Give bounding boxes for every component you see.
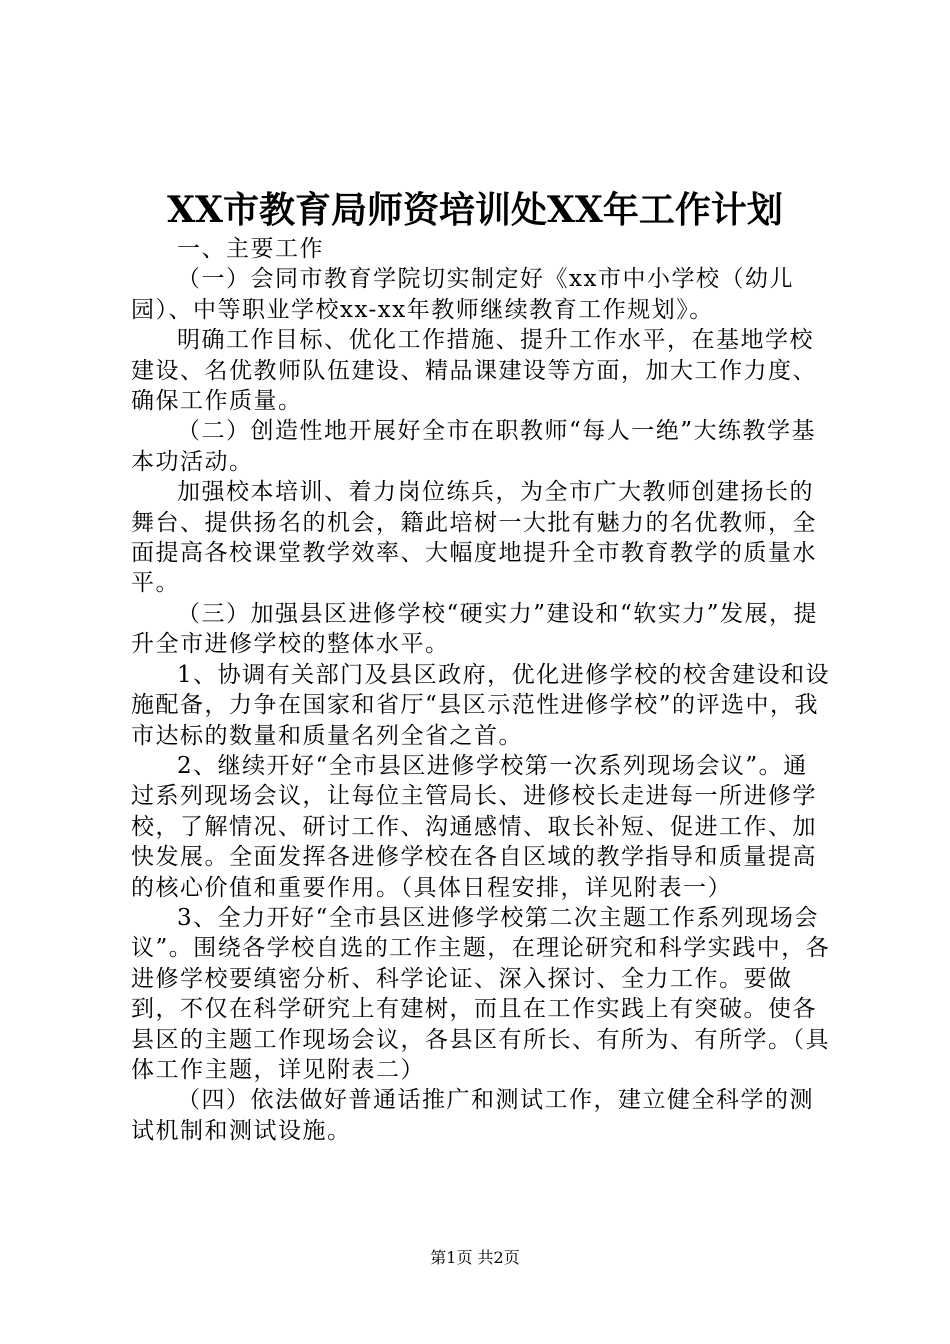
document-title: XX市教育局师资培训处XX年工作计划: [167, 189, 783, 231]
paragraph: （二）创造性地开展好全市在职教师“每人一绝”大练教学基本功活动。: [131, 418, 817, 475]
paragraph: 加强校本培训、着力岗位练兵，为全市广大教师创建扬长的舞台、提供扬名的机会，籍此培树一大批有魅力的名优教师，全面提高各校课堂教学效率、大幅度地提升全市教育教学的质量水平。: [131, 479, 817, 597]
section-heading: 一、主要工作: [177, 236, 324, 262]
paragraph: （一）会同市教育学院切实制定好《xx市中小学校（幼儿园）、中等职业学校xx-xx年教师继续教育工作规划》。: [131, 266, 794, 323]
paragraph: 2、继续开好“全市县区进修学校第一次系列现场会议”。通过系列现场会议，让每位主管局长、进修校长走进每一所进修学校，了解情况、研讨工作、沟通感情、取长补短、促进工作、加快发展。全面发挥各进修学校在各自区域的教学指导和质量提高的核心价值和重要作用。（具体日程安排，详见附表一）: [131, 752, 817, 901]
paragraph: （四）依法做好普通话推广和测试工作，建立健全科学的测试机制和测试设施。: [131, 1087, 814, 1144]
paragraph: 3、全力开好“全市县区进修学校第二次主题工作系列现场会议”。围绕各学校自选的工作主题，在理论研究和科学实践中，各进修学校要缜密分析、科学论证、深入探讨、全力工作。要做到，不仅在科学研究上有建树，而且在工作实践上有突破。使各县区的主题工作现场会议，各县区有所长、有所为、有所学。（具体工作主题，详见附表二）: [131, 904, 831, 1083]
page-footer: 第1页 共2页: [430, 1248, 520, 1267]
document-body: [131, 234, 831, 1146]
paragraph: 1、协调有关部门及县区政府，优化进修学校的校舍建设和设施配备，力争在国家和省厅“县区示范性进修学校”的评选中，我市达标的数量和质量名列全省之首。: [131, 661, 831, 749]
paragraph: （三）加强县区进修学校“硬实力”建设和“软实力”发展，提升全市进修学校的整体水平。: [131, 600, 819, 658]
paragraph: 明确工作目标、优化工作措施、提升工作水平，在基地学校建设、名优教师队伍建设、精品课建设等方面，加大工作力度、确保工作质量。: [131, 327, 817, 415]
